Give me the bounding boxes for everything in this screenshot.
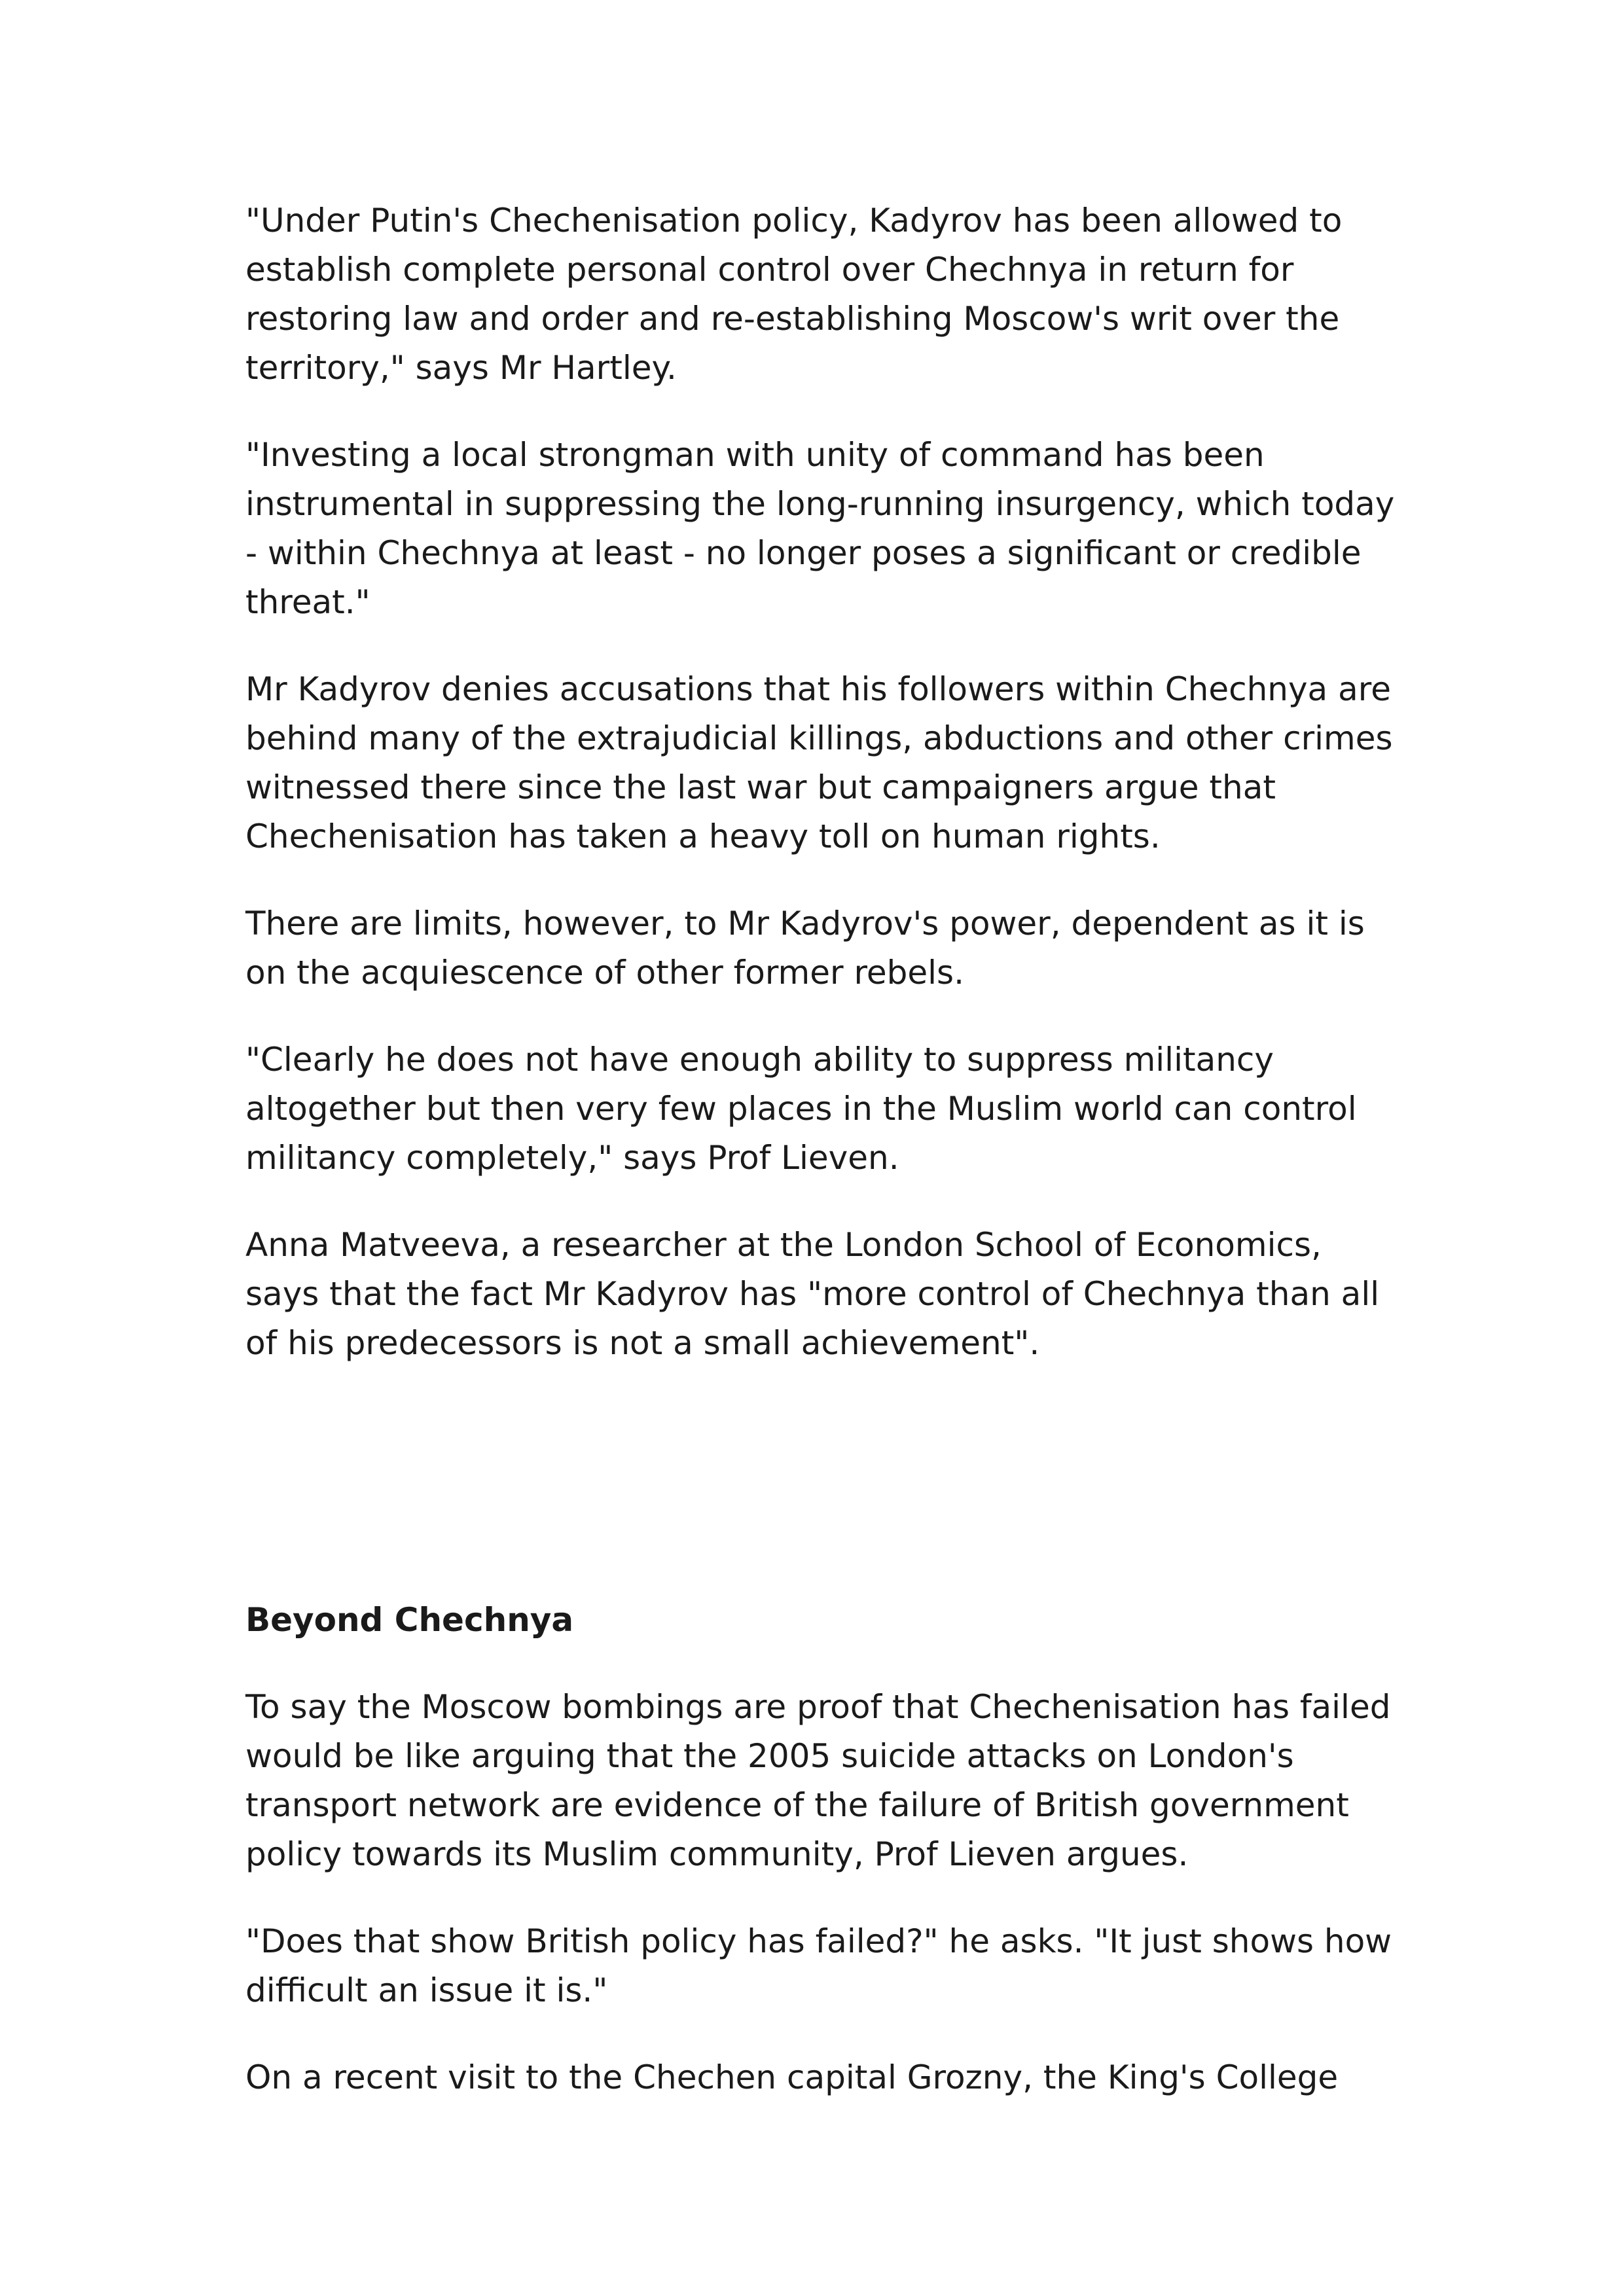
paragraph-lieven-quote: "Clearly he does not have enough ability to suppress militancy altogether but then very few places in the Muslim world can control militancy completely," says Prof Lieven. (245, 1041, 1357, 1177)
paragraph-putin-policy: "Under Putin's Chechenisation policy, Kadyrov has been allowed to establish complete personal control over Chechnya in return for restoring law and order and re-establishing Moscow's writ over the territory," says Mr Hartley. (245, 202, 1343, 387)
paragraph-british-policy-quote: "Does that show British policy has failed?" he asks. "It just shows how difficult an issue it is." (245, 1922, 1392, 2009)
paragraph-grozny-visit: On a recent visit to the Chechen capital Grozny, the King's College (245, 2058, 1339, 2096)
document-page (245, 196, 1398, 2140)
paragraph-strongman-quote: "Investing a local strongman with unity of command has been instrumental in suppressing the long-running insurgency, which today - within Chechnya at least - no longer poses a significant or credible threat." (245, 436, 1395, 621)
section-spacer (245, 1406, 1398, 1596)
paragraph-limits-of-power: There are limits, however, to Mr Kadyrov's power, dependent as it is on the acquiescence of other former rebels. (245, 905, 1365, 992)
paragraph-moscow-bombings: To say the Moscow bombings are proof that Chechenisation has failed would be like arguing that the 2005 suicide attacks on London's transport network are evidence of the failure of British government policy towards its Muslim community, Prof Lieven argues. (245, 1688, 1391, 1873)
paragraph-matveeva: Anna Matveeva, a researcher at the London School of Economics, says that the fact Mr Kadyrov has "more control of Chechnya than all of his predecessors is not a small achievement". (245, 1226, 1380, 1362)
section-heading: Beyond Chechnya (245, 1601, 574, 1639)
paragraph-kadyrov-denies: Mr Kadyrov denies accusations that his followers within Chechnya are behind many of the extrajudicial killings, abductions and other crimes witnessed there since the last war but campaigners argue that Chechenisation has taken a heavy toll on human rights. (245, 670, 1393, 855)
